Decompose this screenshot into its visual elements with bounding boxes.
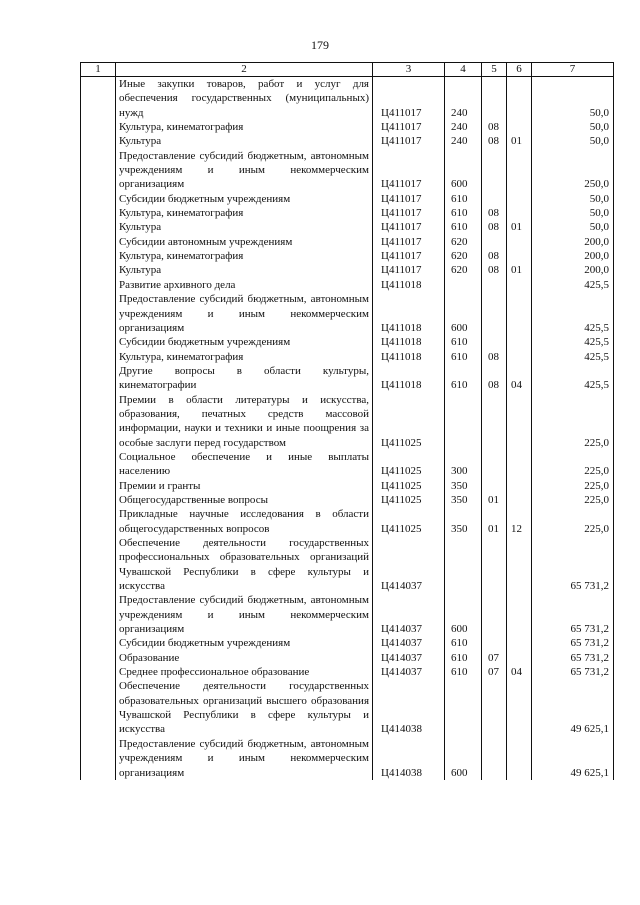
row-rz-cell	[482, 278, 507, 292]
row-code-cell: Ц411017	[373, 192, 445, 206]
row-code-cell: Ц411018	[373, 364, 445, 393]
row-code-cell: Ц411025	[373, 507, 445, 536]
row-pr-cell	[507, 593, 532, 636]
row-index-cell	[81, 665, 116, 679]
row-rz-cell: 08	[482, 263, 507, 277]
row-rz-cell	[482, 192, 507, 206]
row-name-cell: Премии в области литературы и искусства, образования, печатных средств массовой информации, науки и техники и иные поощрения за особые заслуги перед государством	[116, 393, 373, 450]
row-vr-cell: 350	[445, 507, 482, 536]
row-pr-cell	[507, 493, 532, 507]
row-code-cell: Ц411018	[373, 278, 445, 292]
table-row	[81, 77, 614, 121]
row-index-cell	[81, 450, 116, 479]
row-pr-cell	[507, 636, 532, 650]
header-col-4: 4	[445, 63, 482, 77]
row-pr-cell	[507, 335, 532, 349]
table-row	[81, 263, 614, 277]
row-vr-cell	[445, 278, 482, 292]
table-row	[81, 235, 614, 249]
row-vr-cell: 610	[445, 651, 482, 665]
row-index-cell	[81, 651, 116, 665]
row-pr-cell	[507, 292, 532, 335]
row-name-cell: Другие вопросы в области культуры, кинематографии	[116, 364, 373, 393]
row-vr-cell: 600	[445, 737, 482, 780]
row-code-cell: Ц411018	[373, 335, 445, 349]
row-rz-cell	[482, 479, 507, 493]
table-row	[81, 679, 614, 736]
row-code-cell: Ц411017	[373, 149, 445, 192]
table-row	[81, 278, 614, 292]
row-index-cell	[81, 593, 116, 636]
row-index-cell	[81, 493, 116, 507]
row-code-cell: Ц411017	[373, 235, 445, 249]
header-col-5: 5	[482, 63, 507, 77]
row-pr-cell: 04	[507, 665, 532, 679]
row-code-cell: Ц411017	[373, 263, 445, 277]
row-rz-cell	[482, 235, 507, 249]
header-col-3: 3	[373, 63, 445, 77]
table-header-row	[81, 63, 614, 77]
row-sum-cell: 49 625,1	[532, 737, 614, 780]
row-name-cell: Обеспечение деятельности государственных образовательных организаций высшего образования Чувашской Республики в сфере культуры и искусства	[116, 679, 373, 736]
header-col-6: 6	[507, 63, 532, 77]
table-row	[81, 220, 614, 234]
row-name-cell: Культура	[116, 134, 373, 148]
row-pr-cell	[507, 479, 532, 493]
row-sum-cell: 65 731,2	[532, 636, 614, 650]
row-code-cell: Ц411025	[373, 493, 445, 507]
page-number: 179	[311, 38, 329, 52]
row-sum-cell: 200,0	[532, 235, 614, 249]
row-pr-cell	[507, 206, 532, 220]
row-code-cell: Ц414037	[373, 536, 445, 593]
row-code-cell: Ц411017	[373, 220, 445, 234]
table-row	[81, 134, 614, 148]
row-rz-cell	[482, 292, 507, 335]
row-index-cell	[81, 507, 116, 536]
row-index-cell	[81, 536, 116, 593]
row-index-cell	[81, 292, 116, 335]
row-vr-cell	[445, 679, 482, 736]
row-rz-cell	[482, 393, 507, 450]
row-code-cell: Ц411017	[373, 134, 445, 148]
row-index-cell	[81, 77, 116, 121]
row-name-cell: Предоставление субсидий бюджетным, автономным учреждениям и иным некоммерческим организациям	[116, 593, 373, 636]
row-pr-cell: 01	[507, 220, 532, 234]
row-code-cell: Ц414037	[373, 651, 445, 665]
row-index-cell	[81, 134, 116, 148]
row-rz-cell: 01	[482, 507, 507, 536]
row-vr-cell: 620	[445, 235, 482, 249]
row-name-cell: Субсидии бюджетным учреждениям	[116, 192, 373, 206]
row-sum-cell: 225,0	[532, 450, 614, 479]
row-rz-cell	[482, 335, 507, 349]
row-index-cell	[81, 737, 116, 780]
row-index-cell	[81, 149, 116, 192]
row-sum-cell: 50,0	[532, 192, 614, 206]
row-sum-cell: 250,0	[532, 149, 614, 192]
table-row	[81, 665, 614, 679]
row-index-cell	[81, 206, 116, 220]
row-name-cell: Общегосударственные вопросы	[116, 493, 373, 507]
row-sum-cell: 49 625,1	[532, 679, 614, 736]
row-pr-cell	[507, 536, 532, 593]
table-row	[81, 364, 614, 393]
row-code-cell: Ц411025	[373, 450, 445, 479]
row-vr-cell: 610	[445, 335, 482, 349]
row-sum-cell: 225,0	[532, 479, 614, 493]
row-pr-cell	[507, 737, 532, 780]
table-row	[81, 737, 614, 780]
row-pr-cell	[507, 651, 532, 665]
row-rz-cell	[482, 679, 507, 736]
row-vr-cell: 610	[445, 636, 482, 650]
row-rz-cell: 08	[482, 249, 507, 263]
row-pr-cell	[507, 120, 532, 134]
row-vr-cell: 620	[445, 249, 482, 263]
row-name-cell: Культура, кинематография	[116, 206, 373, 220]
table-row	[81, 493, 614, 507]
row-code-cell: Ц411025	[373, 393, 445, 450]
table-row	[81, 636, 614, 650]
row-index-cell	[81, 278, 116, 292]
row-code-cell: Ц414038	[373, 679, 445, 736]
row-pr-cell: 01	[507, 263, 532, 277]
table-row	[81, 479, 614, 493]
row-code-cell: Ц414038	[373, 737, 445, 780]
row-index-cell	[81, 335, 116, 349]
row-sum-cell: 200,0	[532, 263, 614, 277]
row-vr-cell: 350	[445, 479, 482, 493]
row-rz-cell	[482, 450, 507, 479]
row-rz-cell	[482, 149, 507, 192]
row-code-cell: Ц411017	[373, 120, 445, 134]
budget-table	[80, 62, 614, 780]
row-name-cell: Социальное обеспечение и иные выплаты населению	[116, 450, 373, 479]
row-name-cell: Обеспечение деятельности государственных профессиональных образовательных организаций Чувашской Республики в сфере культуры и искусства	[116, 536, 373, 593]
row-vr-cell: 610	[445, 364, 482, 393]
header-col-2: 2	[116, 63, 373, 77]
table-row	[81, 192, 614, 206]
row-vr-cell	[445, 536, 482, 593]
row-vr-cell: 600	[445, 593, 482, 636]
row-rz-cell: 08	[482, 120, 507, 134]
row-name-cell: Предоставление субсидий бюджетным, автономным учреждениям и иным некоммерческим организациям	[116, 737, 373, 780]
table-row	[81, 593, 614, 636]
row-vr-cell: 610	[445, 192, 482, 206]
row-pr-cell	[507, 77, 532, 121]
row-vr-cell: 240	[445, 120, 482, 134]
row-name-cell: Предоставление субсидий бюджетным, автономным учреждениям и иным некоммерческим организациям	[116, 149, 373, 192]
row-index-cell	[81, 393, 116, 450]
row-sum-cell: 50,0	[532, 77, 614, 121]
row-sum-cell: 425,5	[532, 350, 614, 364]
row-vr-cell: 610	[445, 206, 482, 220]
row-code-cell: Ц411018	[373, 350, 445, 364]
table-row	[81, 507, 614, 536]
row-sum-cell: 65 731,2	[532, 665, 614, 679]
row-vr-cell: 240	[445, 77, 482, 121]
row-pr-cell: 04	[507, 364, 532, 393]
row-index-cell	[81, 679, 116, 736]
row-sum-cell: 50,0	[532, 206, 614, 220]
row-pr-cell	[507, 450, 532, 479]
row-vr-cell: 240	[445, 134, 482, 148]
row-code-cell: Ц411018	[373, 292, 445, 335]
row-sum-cell: 50,0	[532, 220, 614, 234]
row-code-cell: Ц414037	[373, 665, 445, 679]
row-name-cell: Культура, кинематография	[116, 350, 373, 364]
row-rz-cell: 08	[482, 206, 507, 220]
row-rz-cell: 07	[482, 651, 507, 665]
row-sum-cell: 65 731,2	[532, 593, 614, 636]
row-vr-cell: 600	[445, 292, 482, 335]
row-rz-cell	[482, 636, 507, 650]
row-sum-cell: 50,0	[532, 134, 614, 148]
header-col-7: 7	[532, 63, 614, 77]
row-name-cell: Развитие архивного дела	[116, 278, 373, 292]
table-row	[81, 350, 614, 364]
row-pr-cell	[507, 679, 532, 736]
row-sum-cell: 225,0	[532, 493, 614, 507]
row-name-cell: Субсидии бюджетным учреждениям	[116, 335, 373, 349]
row-vr-cell: 620	[445, 263, 482, 277]
row-vr-cell	[445, 393, 482, 450]
header-col-1: 1	[81, 63, 116, 77]
row-pr-cell: 12	[507, 507, 532, 536]
row-code-cell: Ц411017	[373, 249, 445, 263]
row-sum-cell: 225,0	[532, 507, 614, 536]
row-index-cell	[81, 220, 116, 234]
row-index-cell	[81, 192, 116, 206]
table-row	[81, 292, 614, 335]
row-rz-cell: 08	[482, 220, 507, 234]
row-index-cell	[81, 235, 116, 249]
row-index-cell	[81, 350, 116, 364]
row-name-cell: Прикладные научные исследования в области общегосударственных вопросов	[116, 507, 373, 536]
row-rz-cell	[482, 536, 507, 593]
row-rz-cell: 07	[482, 665, 507, 679]
row-name-cell: Субсидии бюджетным учреждениям	[116, 636, 373, 650]
row-sum-cell: 225,0	[532, 393, 614, 450]
row-vr-cell: 610	[445, 665, 482, 679]
row-pr-cell	[507, 350, 532, 364]
row-name-cell: Субсидии автономным учреждениям	[116, 235, 373, 249]
row-index-cell	[81, 249, 116, 263]
row-pr-cell	[507, 192, 532, 206]
table-row	[81, 206, 614, 220]
row-code-cell: Ц411017	[373, 206, 445, 220]
table-row	[81, 651, 614, 665]
row-name-cell: Культура	[116, 220, 373, 234]
row-rz-cell	[482, 593, 507, 636]
row-pr-cell	[507, 149, 532, 192]
row-sum-cell: 65 731,2	[532, 536, 614, 593]
row-vr-cell: 600	[445, 149, 482, 192]
table-row	[81, 335, 614, 349]
row-sum-cell: 425,5	[532, 278, 614, 292]
row-index-cell	[81, 120, 116, 134]
row-vr-cell: 300	[445, 450, 482, 479]
row-sum-cell: 425,5	[532, 292, 614, 335]
row-vr-cell: 610	[445, 220, 482, 234]
row-rz-cell: 08	[482, 134, 507, 148]
row-pr-cell	[507, 235, 532, 249]
row-code-cell: Ц411025	[373, 479, 445, 493]
row-rz-cell: 08	[482, 364, 507, 393]
row-rz-cell: 08	[482, 350, 507, 364]
row-pr-cell	[507, 249, 532, 263]
row-index-cell	[81, 364, 116, 393]
row-sum-cell: 65 731,2	[532, 651, 614, 665]
table-row	[81, 120, 614, 134]
table-row	[81, 149, 614, 192]
row-rz-cell	[482, 77, 507, 121]
table-row	[81, 393, 614, 450]
row-vr-cell: 610	[445, 350, 482, 364]
row-code-cell: Ц414037	[373, 593, 445, 636]
row-name-cell: Культура, кинематография	[116, 249, 373, 263]
row-name-cell: Культура, кинематография	[116, 120, 373, 134]
row-name-cell: Иные закупки товаров, работ и услуг для обеспечения государственных (муниципальных) нужд	[116, 77, 373, 121]
row-rz-cell	[482, 737, 507, 780]
row-vr-cell: 350	[445, 493, 482, 507]
row-name-cell: Культура	[116, 263, 373, 277]
row-rz-cell: 01	[482, 493, 507, 507]
row-index-cell	[81, 263, 116, 277]
row-sum-cell: 50,0	[532, 120, 614, 134]
row-name-cell: Премии и гранты	[116, 479, 373, 493]
row-sum-cell: 425,5	[532, 335, 614, 349]
row-name-cell: Среднее профессиональное образование	[116, 665, 373, 679]
row-sum-cell: 425,5	[532, 364, 614, 393]
row-code-cell: Ц411017	[373, 77, 445, 121]
row-name-cell: Образование	[116, 651, 373, 665]
row-name-cell: Предоставление субсидий бюджетным, автономным учреждениям и иным некоммерческим организациям	[116, 292, 373, 335]
table-row	[81, 249, 614, 263]
row-pr-cell	[507, 393, 532, 450]
row-sum-cell: 200,0	[532, 249, 614, 263]
row-index-cell	[81, 479, 116, 493]
row-pr-cell	[507, 278, 532, 292]
row-code-cell: Ц414037	[373, 636, 445, 650]
table-row	[81, 450, 614, 479]
table-row	[81, 536, 614, 593]
row-pr-cell: 01	[507, 134, 532, 148]
row-index-cell	[81, 636, 116, 650]
